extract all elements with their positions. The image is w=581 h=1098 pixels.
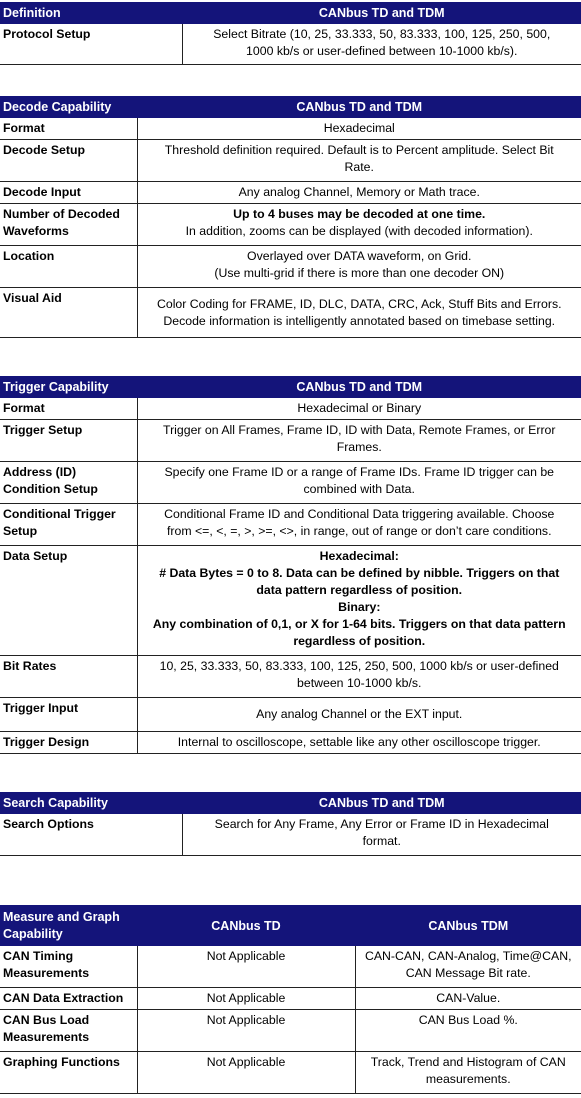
table-header	[0, 906, 581, 946]
header-title: CANbus TD and TDM	[137, 377, 581, 398]
measure-graph-capability-table	[0, 905, 581, 1094]
row-value-tdm: CAN Bus Load %.	[355, 1010, 581, 1052]
table-header	[0, 97, 581, 118]
row-value-tdm: CAN-Value.	[355, 988, 581, 1010]
row-label: Graphing Functions	[0, 1052, 137, 1094]
table-row	[0, 946, 581, 988]
table-row	[0, 420, 581, 462]
header-title-td: CANbus TD	[137, 906, 355, 946]
table-header	[0, 3, 581, 24]
row-value-td: Not Applicable	[137, 1052, 355, 1094]
row-label: Conditional Trigger Setup	[0, 504, 137, 546]
header-label: Search Capability	[0, 793, 182, 814]
row-value: Internal to oscilloscope, settable like any other oscilloscope trigger.	[137, 732, 581, 754]
decode-capability-table	[0, 96, 581, 338]
row-value: Specify one Frame ID or a range of Frame IDs. Frame ID trigger can be combined with Data.	[137, 462, 581, 504]
row-value-tdm: CAN-CAN, CAN-Analog, Time@CAN, CAN Message Bit rate.	[355, 946, 581, 988]
row-label: Trigger Setup	[0, 420, 137, 462]
row-label: Decode Setup	[0, 140, 137, 182]
row-label: Trigger Input	[0, 698, 137, 732]
row-value: Color Coding for FRAME, ID, DLC, DATA, CRC, Ack, Stuff Bits and Errors. Decode information is intelligently annotated based on timebase setting.	[137, 288, 581, 338]
row-value: Hexadecimal or Binary	[137, 398, 581, 420]
table-header	[0, 793, 581, 814]
row-value: Any analog Channel or the EXT input.	[137, 698, 581, 732]
row-label: CAN Timing Measurements	[0, 946, 137, 988]
table-row	[0, 462, 581, 504]
header-label: Definition	[0, 3, 182, 24]
row-value-td: Not Applicable	[137, 946, 355, 988]
search-capability-table	[0, 792, 581, 856]
table-row	[0, 288, 581, 338]
table-header	[0, 377, 581, 398]
table-row	[0, 118, 581, 140]
row-value: Select Bitrate (10, 25, 33.333, 50, 83.333, 100, 125, 250, 500, 1000 kb/s or user-defined between 10-1000 kb/s).	[182, 24, 581, 65]
row-value: Hexadecimal	[137, 118, 581, 140]
row-value-td: Not Applicable	[137, 988, 355, 1010]
table-row	[0, 656, 581, 698]
trigger-capability-table	[0, 376, 581, 754]
row-label: CAN Bus Load Measurements	[0, 1010, 137, 1052]
row-value: Search for Any Frame, Any Error or Frame ID in Hexadecimal format.	[182, 814, 581, 856]
header-title: CANbus TD and TDM	[182, 3, 581, 24]
table-row	[0, 204, 581, 246]
table-row	[0, 182, 581, 204]
table-row	[0, 1010, 581, 1052]
row-label: Protocol Setup	[0, 24, 182, 65]
row-label: Format	[0, 398, 137, 420]
row-label: Bit Rates	[0, 656, 137, 698]
table-row	[0, 504, 581, 546]
header-label: Trigger Capability	[0, 377, 137, 398]
row-label: Data Setup	[0, 546, 137, 656]
header-title: CANbus TD and TDM	[137, 97, 581, 118]
row-label: Address (ID) Condition Setup	[0, 462, 137, 504]
header-label: Measure and Graph Capability	[0, 906, 137, 946]
definition-table	[0, 2, 581, 65]
row-value: Up to 4 buses may be decoded at one time. In addition, zooms can be displayed (with decoded information).	[137, 204, 581, 246]
row-value-tdm: Track, Trend and Histogram of CAN measurements.	[355, 1052, 581, 1094]
row-value-td: Not Applicable	[137, 1010, 355, 1052]
row-value: Conditional Frame ID and Conditional Data triggering available. Choose from <=, <, =, >, >=, <>, in range, out of range or don’t care conditions.	[137, 504, 581, 546]
table-row	[0, 398, 581, 420]
row-label: CAN Data Extraction	[0, 988, 137, 1010]
row-label: Search Options	[0, 814, 182, 856]
table-row	[0, 246, 581, 288]
table-row	[0, 24, 581, 65]
row-label: Location	[0, 246, 137, 288]
row-label: Visual Aid	[0, 288, 137, 338]
row-value: Threshold definition required. Default is to Percent amplitude. Select Bit Rate.	[137, 140, 581, 182]
row-label: Decode Input	[0, 182, 137, 204]
row-value: 10, 25, 33.333, 50, 83.333, 100, 125, 250, 500, 1000 kb/s or user-defined between 10-1000 kb/s.	[137, 656, 581, 698]
row-value: Overlayed over DATA waveform, on Grid. (Use multi-grid if there is more than one decoder ON)	[137, 246, 581, 288]
header-title: CANbus TD and TDM	[182, 793, 581, 814]
row-value: Any analog Channel, Memory or Math trace.	[137, 182, 581, 204]
table-row	[0, 988, 581, 1010]
table-row	[0, 732, 581, 754]
row-label: Number of Decoded Waveforms	[0, 204, 137, 246]
table-row	[0, 814, 581, 856]
row-value: Hexadecimal: # Data Bytes = 0 to 8. Data can be defined by nibble. Triggers on that data pattern regardless of position. Binary: Any combination of 0,1, or X for 1-64 bits. Triggers on that data pattern regardless of position.	[137, 546, 581, 656]
header-label: Decode Capability	[0, 97, 137, 118]
table-row	[0, 1052, 581, 1094]
row-value: Trigger on All Frames, Frame ID, ID with Data, Remote Frames, or Error Frames.	[137, 420, 581, 462]
row-label: Trigger Design	[0, 732, 137, 754]
table-row	[0, 698, 581, 732]
table-row	[0, 140, 581, 182]
row-label: Format	[0, 118, 137, 140]
header-title-tdm: CANbus TDM	[355, 906, 581, 946]
table-row	[0, 546, 581, 656]
